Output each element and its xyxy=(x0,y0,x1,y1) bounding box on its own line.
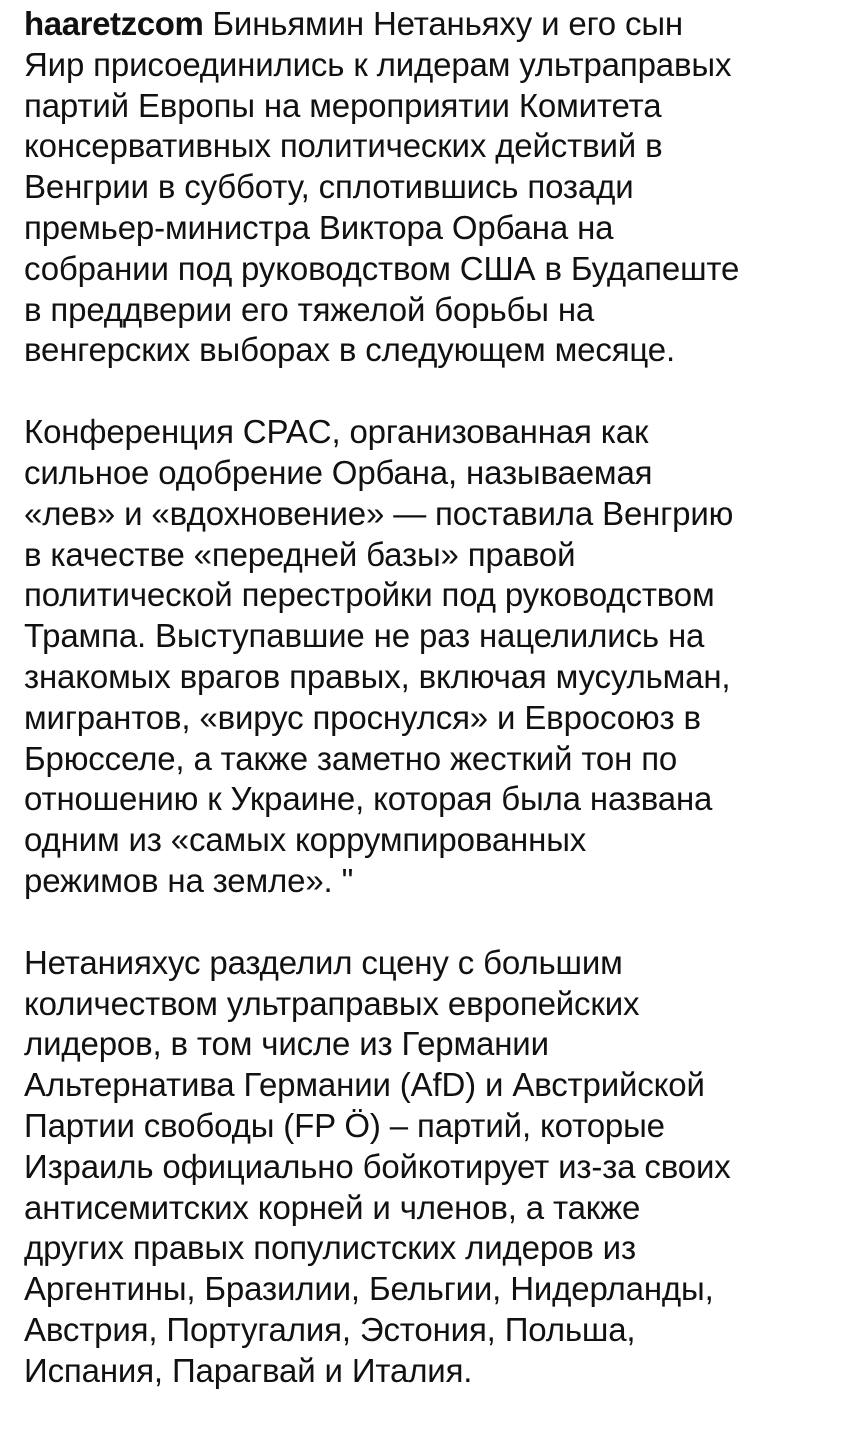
caption-line: политической перестройки под руководством xyxy=(24,576,715,614)
caption-line: собрании под руководством США в Будапеште xyxy=(24,249,740,287)
caption-line: сильное одобрение Орбана, называемая xyxy=(24,453,653,491)
caption-line: Партии свободы (FP Ö) – партий, которые xyxy=(24,1106,665,1144)
caption-line: Аргентины, Бразилии, Бельгии, Нидерланды, xyxy=(24,1270,714,1308)
caption-paragraph-3 xyxy=(24,943,830,1392)
caption-line: в преддверии его тяжелой борьбы на xyxy=(24,290,595,328)
caption-paragraph-1 xyxy=(24,4,830,371)
caption-line: одним из «самых коррумпированных xyxy=(24,821,587,859)
caption-line: режимов на земле». " xyxy=(24,861,354,899)
caption-line: Яир присоединились к лидерам ультраправых xyxy=(24,45,732,83)
caption-line: знакомых врагов правых, включая мусульман, xyxy=(24,657,731,695)
caption-line: венгерских выборах в следующем месяце. xyxy=(24,331,676,369)
caption-line: Альтернатива Германии (AfD) и Австрийской xyxy=(24,1066,705,1104)
caption-line: консервативных политических действий в xyxy=(24,127,663,165)
caption-line: Нетанияхус разделил сцену с большим xyxy=(24,943,623,981)
caption-line: лидеров, в том числе из Германии xyxy=(24,1025,549,1063)
caption-line: мигрантов, «вирус проснулся» и Евросоюз в xyxy=(24,698,701,736)
caption-paragraph-2 xyxy=(24,412,830,902)
caption-line: отношению к Украине, которая была названа xyxy=(24,780,713,818)
caption-line: Конференция CPAC, организованная как xyxy=(24,413,649,451)
caption-text: Биньямин Нетаньяху и его сын xyxy=(203,5,683,42)
caption-line xyxy=(24,4,830,45)
post-caption xyxy=(24,4,830,1392)
caption-line: Брюсселе, а также заметно жесткий тон по xyxy=(24,739,678,777)
caption-line: антисемитских корней и членов, а также xyxy=(24,1188,641,1226)
caption-line: премьер-министра Виктора Орбана на xyxy=(24,208,614,246)
caption-line: Испания, Парагвай и Италия. xyxy=(24,1351,473,1389)
caption-line: в качестве «передней базы» правой xyxy=(24,535,576,573)
author-username[interactable]: haaretzcom xyxy=(24,5,204,42)
caption-line: количеством ультраправых европейских xyxy=(24,984,640,1022)
caption-line: других правых популистских лидеров из xyxy=(24,1229,636,1267)
caption-line: партий Европы на мероприятии Комитета xyxy=(24,86,662,124)
caption-line: Австрия, Португалия, Эстония, Польша, xyxy=(24,1310,636,1348)
caption-line: Израиль официально бойкотирует из-за своих xyxy=(24,1147,731,1185)
caption-line: Трампа. Выступавшие не раз нацелились на xyxy=(24,617,705,655)
caption-line: Венгрии в субботу, сплотившись позади xyxy=(24,168,634,206)
caption-line: «лев» и «вдохновение» — поставила Венгрию xyxy=(24,494,734,532)
